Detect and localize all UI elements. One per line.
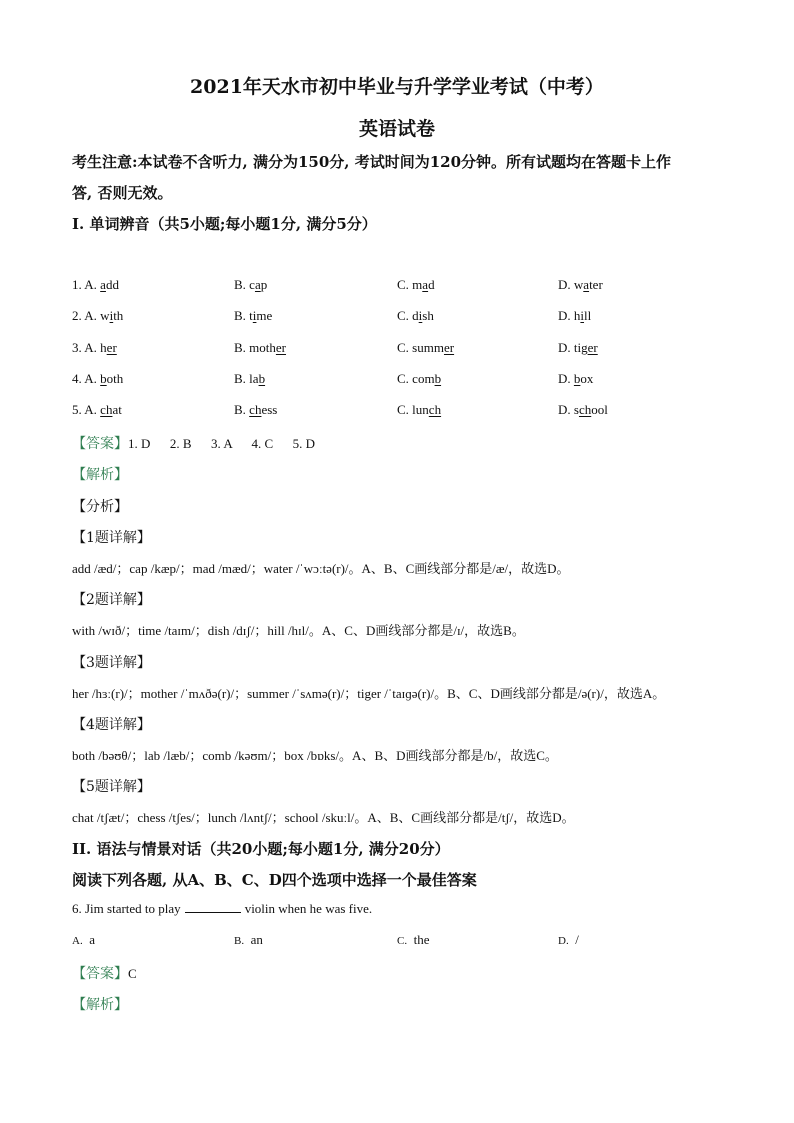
option-a: 5. A. chat (72, 402, 122, 417)
detail-4-tag: 【4题详解】 (72, 717, 151, 733)
analysis-tag: 【解析】 (72, 467, 128, 483)
detail-1-text: add /æd/；cap /kæp/；mad /mæd/；water /ˈwɔːtə(r)/。A、B、C画线部分都是/æ/，故选D。 (72, 561, 570, 576)
option-c: C. summer (397, 340, 455, 355)
section1-heading: I. 单词辨音（共5小题;每小题1分, 满分5分） (72, 215, 377, 233)
option-c: C. comb (397, 371, 442, 386)
option-a: 1. A. add (72, 277, 119, 292)
section2-instruction: 阅读下列各题, 从A、B、C、D四个选项中选择一个最佳答案 (72, 871, 477, 889)
detail-2-text: with /wɪð/；time /taɪm/；dish /dɪʃ/；hill /hɪl/。A、C、D画线部分都是/ɪ/，故选B。 (72, 623, 525, 638)
option-a: A. a (72, 932, 95, 947)
option-d: D. tiger (558, 340, 598, 355)
analysis-tag-6: 【解析】 (72, 997, 128, 1013)
detail-3-tag: 【3题详解】 (72, 655, 151, 671)
option-b: B. mother (234, 340, 287, 355)
option-a: 4. A. both (72, 371, 124, 386)
answer-line-6 (72, 963, 137, 983)
notice-line-2: 答, 否则无效。 (72, 184, 173, 202)
option-d: D. / (558, 932, 579, 947)
option-a: 2. A. with (72, 308, 124, 323)
answer-text: C (128, 966, 137, 981)
answer-tag: 【答案】 (72, 437, 128, 452)
answer-blank (185, 901, 241, 913)
option-d: D. hill (558, 308, 592, 323)
option-a: 3. A. her (72, 340, 117, 355)
option-d: D. water (558, 277, 603, 292)
option-c: C. the (397, 932, 430, 947)
section2-heading: II. 语法与情景对话（共20小题;每小题1分, 满分20分） (72, 840, 450, 858)
option-b: B. cap (234, 277, 268, 292)
answer-line-1 (72, 433, 315, 453)
fenxi-tag: 【分析】 (72, 499, 128, 515)
detail-5-tag: 【5题详解】 (72, 779, 151, 795)
option-b: B. lab (234, 371, 266, 386)
exam-title: 2021年天水市初中毕业与升学学业考试（中考） (190, 76, 604, 98)
detail-3-text: her /hɜː(r)/；mother /ˈmʌðə(r)/；summer /ˈsʌmə(r)/；tiger /ˈtaɪɡə(r)/。B、C、D画线部分都是/ə(r)/，故选A。 (72, 686, 666, 701)
detail-4-text: both /bəʊθ/；lab /læb/；comb /kəʊm/；box /bɒks/。A、B、D画线部分都是/b/，故选C。 (72, 748, 558, 763)
answer-text: 1. D 2. B 3. A 4. C 5. D (128, 436, 316, 451)
option-c: C. dish (397, 308, 434, 323)
option-d: D. school (558, 402, 608, 417)
detail-5-text: chat /tʃæt/；chess /tʃes/；lunch /lʌntʃ/；school /skuːl/。A、B、C画线部分都是/tʃ/，故选D。 (72, 810, 575, 825)
question-6-stem: 6. Jim started to play violin when he was five. (72, 901, 373, 916)
option-c: C. lunch (397, 402, 442, 417)
exam-subtitle: 英语试卷 (358, 118, 435, 140)
detail-1-tag: 【1题详解】 (72, 530, 151, 546)
option-b: B. chess (234, 402, 278, 417)
notice-line-1: 考生注意:本试卷不含听力, 满分为150分, 考试时间为120分钟。所有试题均在答题卡上作 (72, 153, 672, 171)
answer-tag: 【答案】 (72, 967, 128, 982)
option-c: C. mad (397, 277, 435, 292)
option-d: D. box (558, 371, 594, 386)
detail-2-tag: 【2题详解】 (72, 592, 151, 608)
option-b: B. an (234, 932, 263, 947)
option-b: B. time (234, 308, 273, 323)
